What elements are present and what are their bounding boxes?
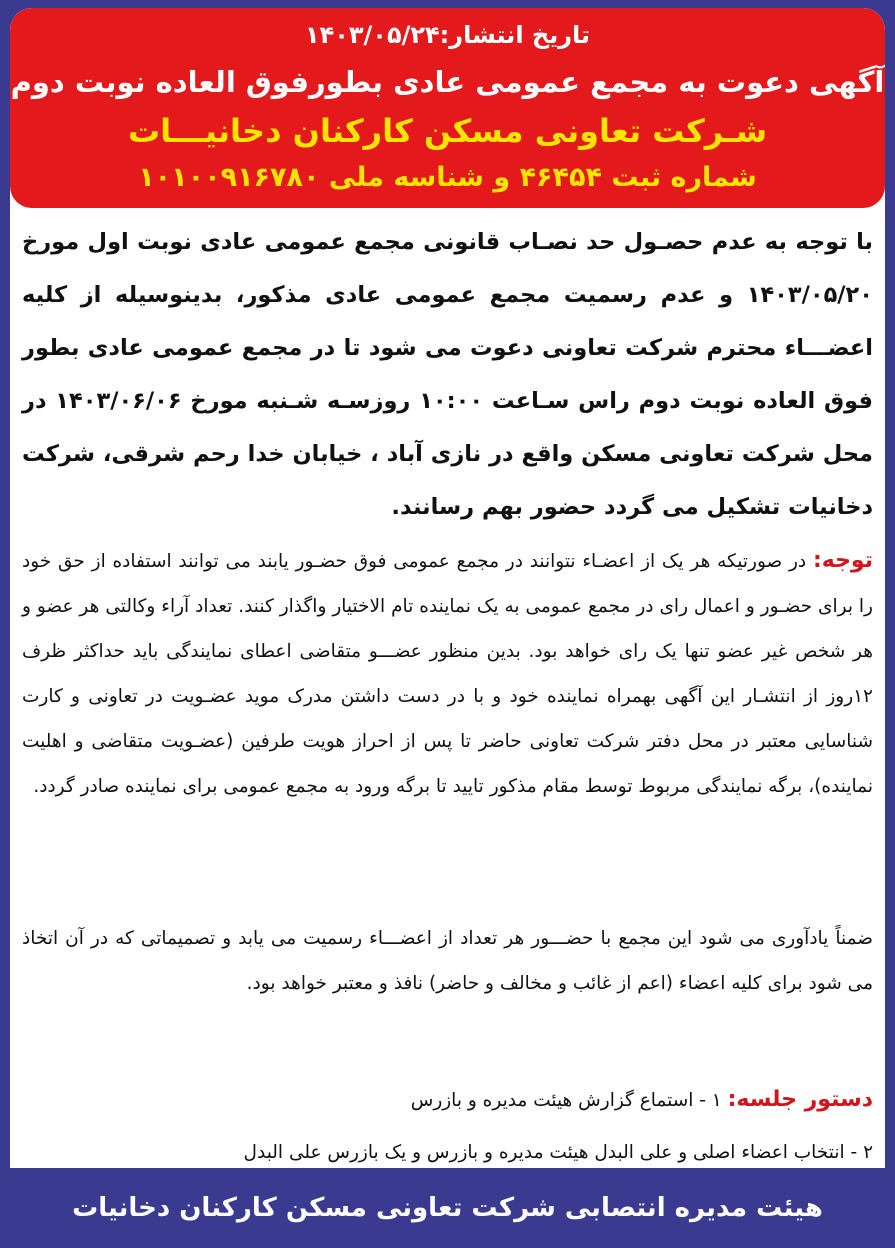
agenda-second-row <box>22 1127 873 1168</box>
agenda-first-row <box>22 1074 873 1127</box>
reminder-paragraph: ضمناً یادآوری می شود این مجمع با حضـــور هر تعداد از اعضـــاء رسمیت می یابد و تصمیماتی که در آن اتخاذ می شود برای کلیه اعضاء (اعم از غائب و مخالف و حاضر) نافذ و معتبر خواهد بود. <box>22 928 873 994</box>
company-name: شـرکت تعاونی مسکن کارکنان دخانیـــات <box>127 112 768 150</box>
note-text: در صورتیکه هر یک از اعضـاء نتوانند در مجمع عمومی فوق حضـور یابند می توانند استفاده از حق خود را برای حضـور و اعمال رای در مجمع عمومی به یک نماینده تام الاختیار واگذار کنند. تعداد آراء وکالتی هر عضو و هر شخص غیر عضو تنها یک رای خواهد بود. بدین منظور عضـــو متقاضی اعطای نمایندگی باید حداکثر ظرف ۱۲روز از انتشـار این آگهی بهمراه نماینده خود و با در دست داشتن مدرک موید عضـویت در تعاونی و کارت شناسایی معتبر در محل دفتر شرکت تعاونی حاضر تا پس از احراز هویت طرفین (عضـویت متقاضی و اهلیت نماینده)، برگه نمایندگی مربوط توسط مقام مذکور تایید تا برگه ورود به مجمع عمومی برای نماینده صادر گردد. <box>22 551 873 797</box>
agenda-label: دستور جلسه: <box>727 1087 873 1112</box>
intro-paragraph: با توجه به عدم حصـول حد نصـاب قانونی مجمع عمومی عادی نوبت اول مورخ ۱۴۰۳/۰۵/۲۰ و عدم رسمیت مجمع عمومی عادی مذکور، بدینوسیله از کلیه اعضـــاء محترم شرکت تعاونی دعوت می شود تا در مجمع عمومی عادی بطور فوق العاده نوبت دوم راس سـاعت ۱۰:۰۰ روزسـه شـنبه مورخ ۱۴۰۳/۰۶/۰۶ در محل شرکت تعاونی مسکن واقع در نازی آباد ، خیابان خدا رحم شرقی، شرکت دخانیات تشکیل می گردد حضور بهم رسانند. <box>22 229 873 520</box>
agenda-item: ۱ - استماع گزارش هیئت مدیره و بازرس <box>410 1090 722 1111</box>
publication-date: تاریخ انتشار:۱۴۰۳/۰۵/۲۴ <box>304 21 591 49</box>
board-signature: هیئت مدیره انتصابی شرکت تعاونی مسکن کارکنان دخانیات <box>72 1193 823 1223</box>
notice-card <box>10 8 885 1168</box>
notice-title: آگهی دعوت به مجمع عمومی عادی بطورفوق العاده نوبت دوم <box>10 65 885 99</box>
registration-info: شماره ثبت ۴۶۴۵۴ و شناسه ملی ۱۰۱۰۰۹۱۶۷۸۰ <box>138 162 757 193</box>
note-paragraph <box>22 538 873 809</box>
agenda-section <box>22 1074 873 1168</box>
note-label: توجه: <box>812 548 873 573</box>
notice-header <box>10 8 885 208</box>
agenda-item: ۲ - انتخاب اعضاء اصلی و علی البدل هیئت مدیره و بازرس و یک بازرس علی البدل <box>243 1142 873 1163</box>
